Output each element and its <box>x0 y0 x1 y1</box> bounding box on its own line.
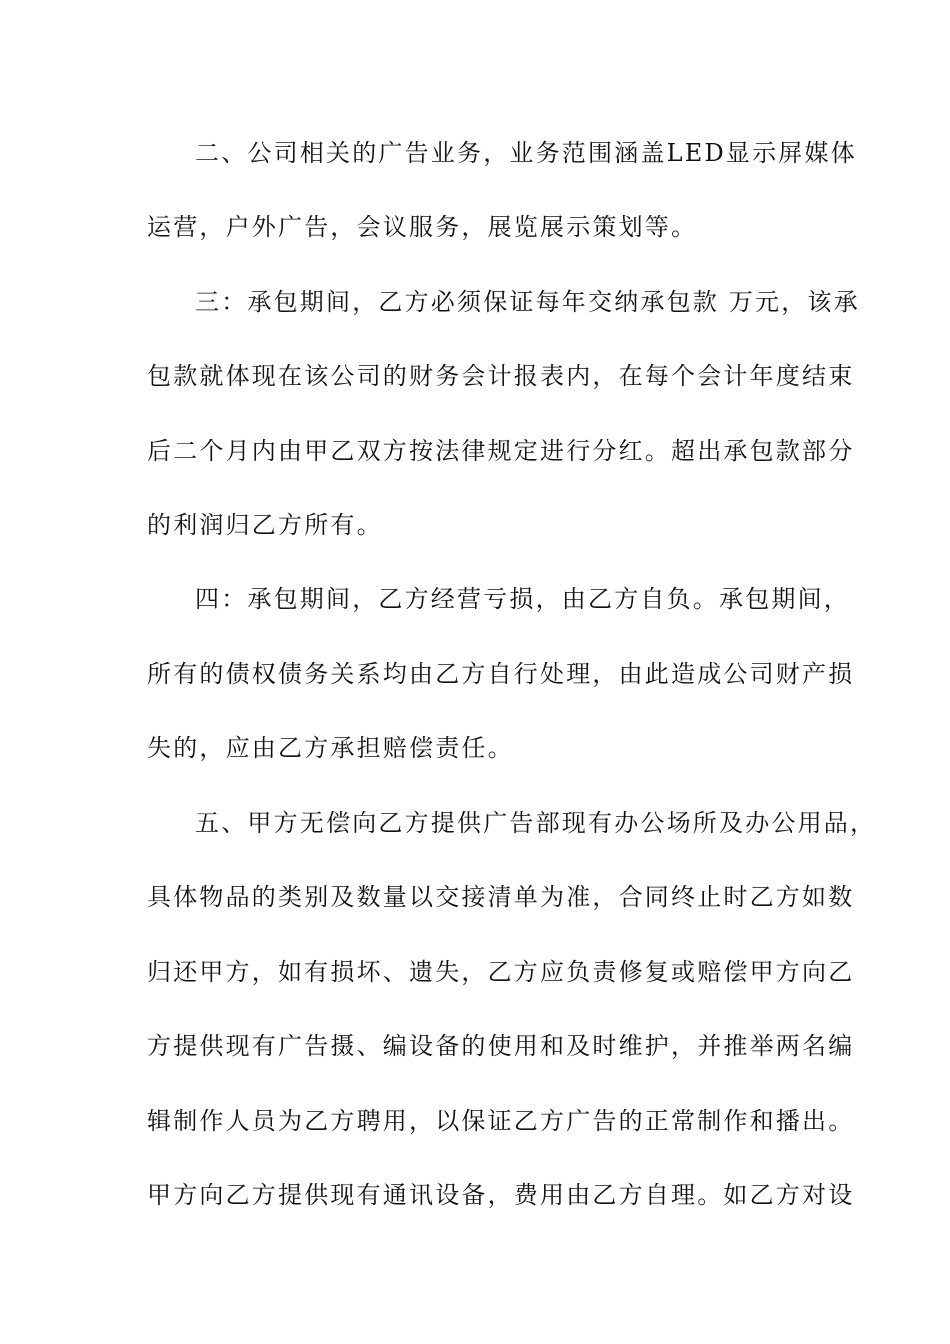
clause-5-line-2: 具体物品的类别及数量以交接清单为准，合同终止时乙方如数 <box>147 883 855 911</box>
clause-5-line-1: 五、甲方无偿向乙方提供广告部现有办公场所及办公用品， <box>195 809 877 837</box>
clause-2-line-2: 运营，户外广告，会议服务，展览展示策划等。 <box>147 213 698 241</box>
clause-3-line-2: 包款就体现在该公司的财务会计报表内，在每个会计年度结束 <box>147 362 855 390</box>
clause-3-line-4: 的利润归乙方所有。 <box>147 511 383 539</box>
clause-4-line-2: 所有的债权债务关系均由乙方自行处理，由此造成公司财产损 <box>147 660 855 688</box>
clause-5-line-5: 辑制作人员为乙方聘用，以保证乙方广告的正常制作和播出。 <box>147 1107 855 1135</box>
clause-5-line-3: 归还甲方，如有损坏、遗失，乙方应负责修复或赔偿甲方向乙 <box>147 958 855 986</box>
clause-5-line-6: 甲方向乙方提供现有通讯设备，费用由乙方自理。如乙方对设 <box>147 1181 855 1209</box>
clause-4-line-1: 四：承包期间，乙方经营亏损，由乙方自负。承包期间， <box>195 585 850 613</box>
clause-2-line-1: 二、公司相关的广告业务，业务范围涵盖LED显示屏媒体 <box>195 139 857 167</box>
clause-3-line-1: 三：承包期间，乙方必须保证每年交纳承包款 万元，该承 <box>195 288 860 316</box>
clause-3-line-3: 后二个月内由甲乙双方按法律规定进行分红。超出承包款部分 <box>147 437 855 465</box>
clause-5-line-4: 方提供现有广告摄、编设备的使用和及时维护，并推举两名编 <box>147 1032 855 1060</box>
clause-4-line-3: 失的，应由乙方承担赔偿责任。 <box>147 734 514 762</box>
